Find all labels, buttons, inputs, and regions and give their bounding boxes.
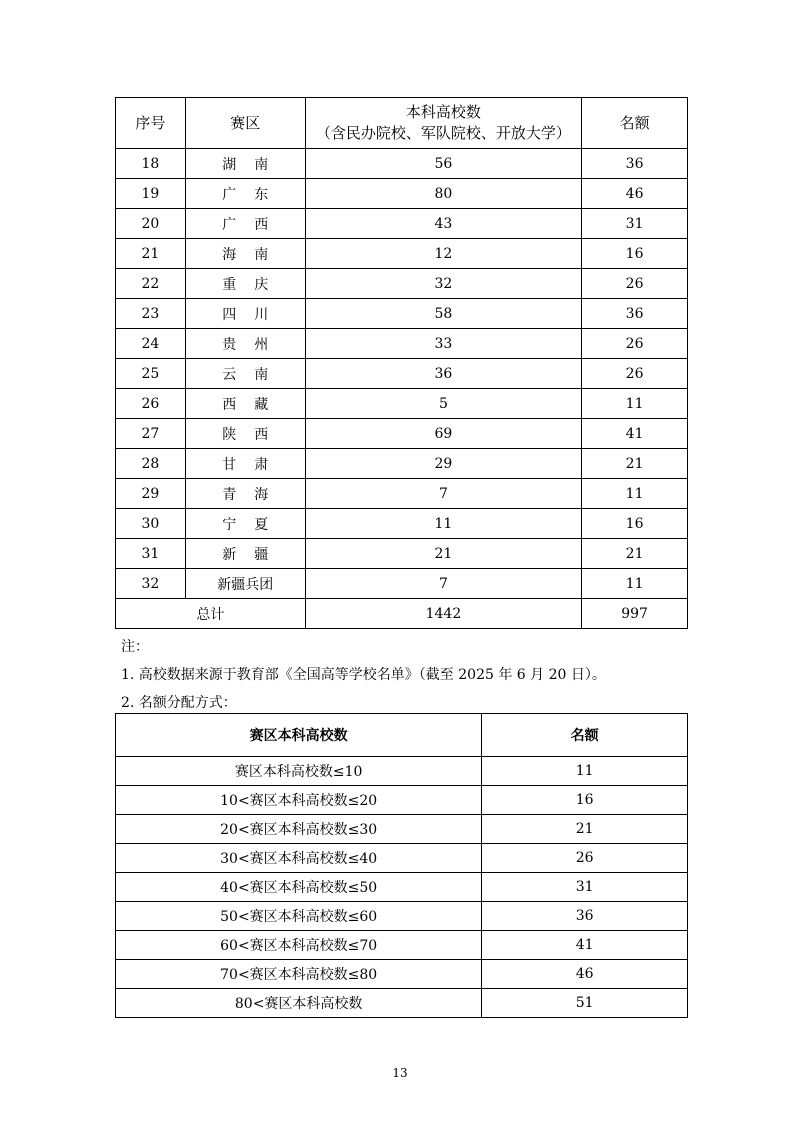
table-row [116,509,688,539]
row-college-count: 7 [305,479,581,509]
row-index: 29 [116,479,186,509]
row-index: 19 [116,179,186,209]
total-row [116,599,688,629]
row-quota: 41 [582,419,688,449]
rule-range: 60<赛区本科高校数≤70 [116,931,482,960]
row-index: 25 [116,359,186,389]
row-region: 广东 [185,179,305,209]
header-college-count-range: 赛区本科高校数 [116,714,482,757]
row-college-count: 69 [305,419,581,449]
table-row [116,902,688,931]
row-index: 28 [116,449,186,479]
row-region: 新疆兵团 [185,569,305,599]
quota-table [115,97,688,629]
table-row [116,329,688,359]
row-index: 20 [116,209,186,239]
allocation-rule-body [116,757,688,1018]
row-college-count: 12 [305,239,581,269]
row-quota: 21 [582,539,688,569]
table-row [116,931,688,960]
header-quota: 名额 [482,714,688,757]
rule-quota: 26 [482,844,688,873]
rule-range: 70<赛区本科高校数≤80 [116,960,482,989]
table-row [116,873,688,902]
row-region: 海南 [185,239,305,269]
rule-range: 20<赛区本科高校数≤30 [116,815,482,844]
table-row [116,960,688,989]
rule-quota: 36 [482,902,688,931]
row-index: 30 [116,509,186,539]
note-allocation-method: 2. 名额分配方式： [121,695,237,711]
total-label: 总计 [116,599,306,629]
allocation-rule-table [115,713,688,1018]
row-index: 32 [116,569,186,599]
header-college-count [305,98,581,149]
row-quota: 46 [582,179,688,209]
row-quota: 11 [582,569,688,599]
row-index: 21 [116,239,186,269]
row-region: 甘肃 [185,449,305,479]
rule-range: 50<赛区本科高校数≤60 [116,902,482,931]
row-index: 24 [116,329,186,359]
rule-quota: 51 [482,989,688,1018]
table-row [116,844,688,873]
table-header-row [116,98,688,149]
row-region: 新疆 [185,539,305,569]
table-row [116,389,688,419]
row-region: 西藏 [185,389,305,419]
rule-range: 80<赛区本科高校数 [116,989,482,1018]
header-college-count-line2: （含民办院校、军队院校、开放大学） [315,124,571,142]
table-row [116,989,688,1018]
row-college-count: 5 [305,389,581,419]
table-row [116,269,688,299]
row-index: 27 [116,419,186,449]
row-quota: 26 [582,359,688,389]
row-quota: 16 [582,239,688,269]
row-college-count: 11 [305,509,581,539]
row-quota: 26 [582,269,688,299]
row-region: 陕西 [185,419,305,449]
note-data-source: 1. 高校数据来源于教育部《全国高等学校名单》（截至 2025 年 6 月 20 日）。 [121,667,606,683]
page-number: 13 [392,1066,408,1080]
row-region: 四川 [185,299,305,329]
row-index: 18 [116,149,186,179]
table-row [116,239,688,269]
row-region: 云南 [185,359,305,389]
row-index: 23 [116,299,186,329]
row-college-count: 36 [305,359,581,389]
table-row [116,786,688,815]
row-college-count: 33 [305,329,581,359]
row-quota: 36 [582,299,688,329]
total-college-count: 1442 [305,599,581,629]
row-region: 贵州 [185,329,305,359]
row-quota: 26 [582,329,688,359]
notes [121,636,721,720]
row-quota: 31 [582,209,688,239]
row-region: 广西 [185,209,305,239]
row-region: 湖南 [185,149,305,179]
table-row [116,299,688,329]
rule-range: 10<赛区本科高校数≤20 [116,786,482,815]
notes-label: 注： [121,639,149,655]
header-index: 序号 [116,98,186,149]
rule-range: 30<赛区本科高校数≤40 [116,844,482,873]
row-index: 31 [116,539,186,569]
row-region: 重庆 [185,269,305,299]
row-quota: 21 [582,449,688,479]
row-region: 宁夏 [185,509,305,539]
rule-range: 赛区本科高校数≤10 [116,757,482,786]
row-college-count: 43 [305,209,581,239]
table-row [116,209,688,239]
table-row [116,815,688,844]
table-row [116,359,688,389]
header-region: 赛区 [185,98,305,149]
row-index: 26 [116,389,186,419]
rule-quota: 11 [482,757,688,786]
rule-quota: 21 [482,815,688,844]
row-quota: 36 [582,149,688,179]
header-quota: 名额 [582,98,688,149]
row-college-count: 58 [305,299,581,329]
row-quota: 11 [582,389,688,419]
table-row [116,479,688,509]
table-row [116,757,688,786]
row-college-count: 7 [305,569,581,599]
row-college-count: 56 [305,149,581,179]
table-row [116,179,688,209]
row-index: 22 [116,269,186,299]
table-row [116,569,688,599]
table-row [116,149,688,179]
quota-table-body [116,149,688,599]
rule-quota: 41 [482,931,688,960]
row-college-count: 21 [305,539,581,569]
header-college-count-line1: 本科高校数 [405,103,481,121]
table-header-row [116,714,688,757]
row-college-count: 32 [305,269,581,299]
rule-quota: 16 [482,786,688,815]
rule-quota: 31 [482,873,688,902]
rule-range: 40<赛区本科高校数≤50 [116,873,482,902]
row-quota: 11 [582,479,688,509]
row-college-count: 29 [305,449,581,479]
table-row [116,539,688,569]
table-row [116,419,688,449]
row-college-count: 80 [305,179,581,209]
row-region: 青海 [185,479,305,509]
rule-quota: 46 [482,960,688,989]
row-quota: 16 [582,509,688,539]
total-quota: 997 [582,599,688,629]
table-row [116,449,688,479]
